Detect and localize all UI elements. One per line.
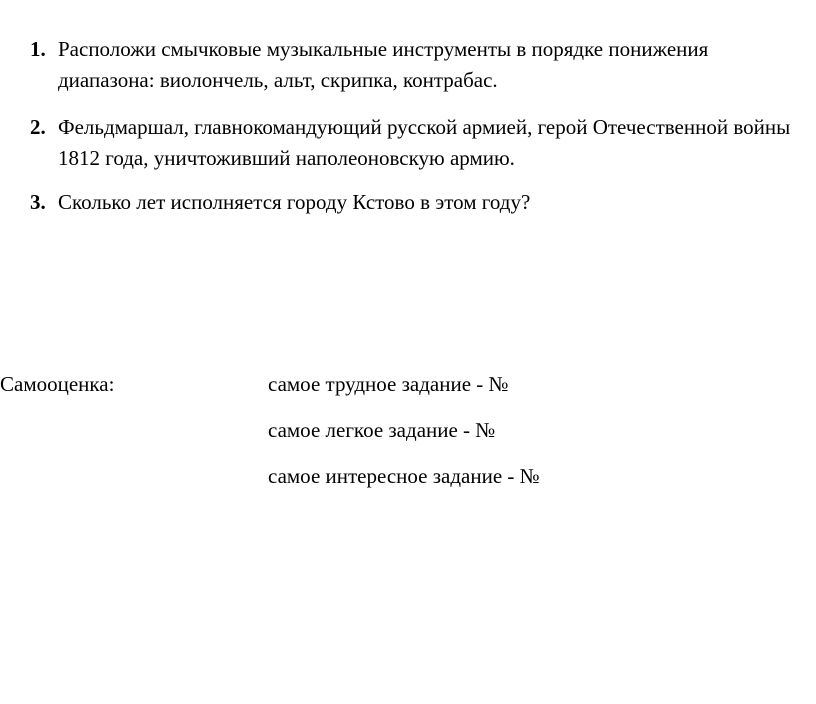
- question-text: Фельдмаршал, главнокомандующий русской армией, герой Отечественной войны 1812 года, уничтоживший наполеоновскую армию.: [58, 115, 791, 170]
- question-number: 2.: [30, 115, 46, 139]
- self-assessment: [0, 369, 816, 509]
- question-3: [30, 187, 800, 218]
- question-number: 1.: [30, 37, 46, 61]
- hardest-task-line: самое трудное задание - №: [268, 372, 509, 396]
- easiest-task-line: самое легкое задание - №: [268, 418, 496, 442]
- question-text: Расположи смычковые музыкальные инструменты в порядке понижения диапазона: виолончель, альт, скрипка, контрабас.: [58, 37, 709, 92]
- most-interesting-task-line: самое интересное задание - №: [268, 464, 540, 488]
- question-number: 3.: [30, 190, 46, 214]
- question-text: Сколько лет исполняется городу Кстово в этом году?: [58, 190, 531, 214]
- question-2: [30, 112, 800, 174]
- question-1: [30, 34, 800, 96]
- self-assessment-label: Самооценка:: [0, 372, 115, 396]
